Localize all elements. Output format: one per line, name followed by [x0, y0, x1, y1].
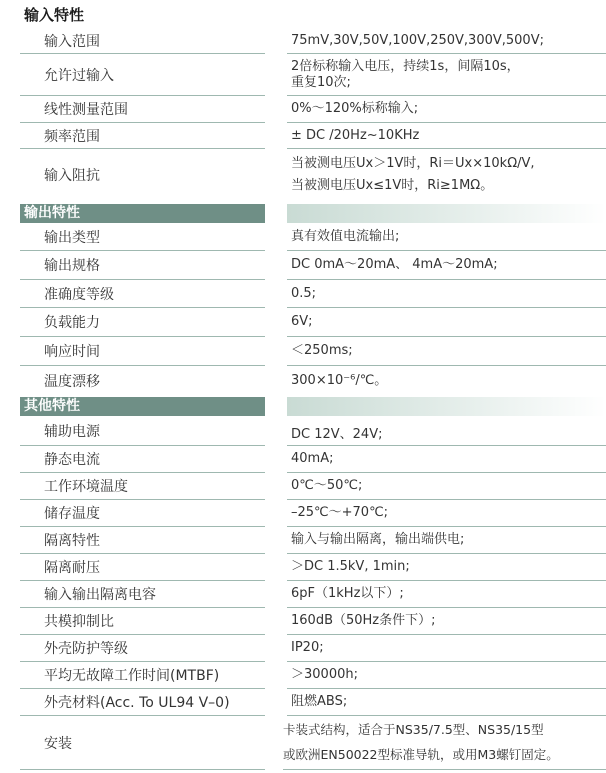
spec-label: 频率范围	[20, 123, 265, 149]
section-bar-other	[287, 397, 606, 416]
spec-label: 辅助电源	[20, 416, 265, 446]
spec-row-housing	[0, 689, 606, 716]
spec-value: 0.5;	[287, 280, 606, 308]
spec-row-response-time	[0, 337, 606, 366]
spec-label: 储存温度	[20, 500, 265, 527]
spec-row-static-current	[0, 446, 606, 473]
spec-row-overload	[0, 54, 606, 96]
spec-value: 6pF（1kHz以下）;	[287, 581, 606, 608]
spec-label: 隔离耐压	[20, 554, 265, 581]
spec-row-iso-capacitance	[0, 581, 606, 608]
spec-value: DC 12V、24V;	[287, 416, 606, 446]
spec-value: ＜250ms;	[287, 337, 606, 366]
spec-value: DC 0mA～20mA、 4mA～20mA;	[287, 251, 606, 280]
spec-label: 输入范围	[20, 28, 265, 54]
spec-label: 外壳材料(Acc. To UL94 V–0)	[20, 689, 265, 716]
spec-row-cmrr	[0, 608, 606, 635]
spec-row-accuracy	[0, 280, 606, 308]
spec-label: 隔离特性	[20, 527, 265, 554]
spec-value: IP20;	[287, 635, 606, 662]
spec-value: ± DC /20Hz~10KHz	[287, 123, 606, 149]
spec-label: 输入阻抗	[44, 168, 100, 184]
spec-value: 2倍标称输入电压，持续1s，间隔10s， 重复10次;	[287, 54, 606, 96]
spec-row-protection	[0, 635, 606, 662]
spec-label: 负载能力	[20, 308, 265, 337]
spec-row-aux-power	[0, 416, 606, 446]
spec-row-output-type	[0, 223, 606, 251]
spec-row-withstand-voltage	[0, 554, 606, 581]
spec-row-work-temp	[0, 473, 606, 500]
spec-label: 准确度等级	[20, 280, 265, 308]
spec-row-temp-drift	[0, 366, 606, 396]
spec-label: 静态电流	[20, 446, 265, 473]
spec-row-output-spec	[0, 251, 606, 280]
spec-label: 安装	[20, 716, 265, 770]
spec-row-input-range	[0, 28, 606, 54]
spec-value: –25℃～+70℃;	[287, 500, 606, 527]
spec-value: 6V;	[287, 308, 606, 337]
spec-row-linear-range	[0, 96, 606, 123]
spec-value: ＞30000h;	[287, 662, 606, 689]
section-title-output: 输出特性	[20, 204, 265, 223]
spec-label: 输入输出隔离电容	[20, 581, 265, 608]
spec-label: 工作环境温度	[20, 473, 265, 500]
spec-label: 温度漂移	[44, 374, 100, 390]
spec-value: ＞DC 1.5kV, 1min;	[287, 554, 606, 581]
spec-label: 输出类型	[20, 223, 265, 251]
spec-value: 真有效值电流输出;	[287, 223, 606, 251]
spec-row-load-capacity	[0, 308, 606, 337]
section-bar-output	[287, 204, 606, 223]
spec-value: 160dB（50Hz条件下）;	[287, 608, 606, 635]
section-title-other: 其他特性	[20, 397, 265, 416]
spec-label: 平均无故障工作时间(MTBF)	[20, 662, 265, 689]
spec-value: 输入与输出隔离，输出端供电;	[287, 527, 606, 554]
spec-value: 75mV,30V,50V,100V,250V,300V,500V;	[287, 28, 606, 54]
spec-row-isolation	[0, 527, 606, 554]
spec-row-input-impedance	[0, 149, 606, 201]
spec-value: 300×10⁻⁶/℃。	[291, 373, 388, 388]
spec-row-storage-temp	[0, 500, 606, 527]
spec-value: 0℃～50℃;	[287, 473, 606, 500]
spec-value: 当被测电压Ux＞1V时，Ri＝Ux×10kΩ/V, 当被测电压Ux≤1V时，Ri≥1MΩ。	[291, 156, 535, 193]
spec-value: 卡装式结构，适合于NS35/7.5型、NS35/15型 或欧洲EN50022型标准导轨，或用M3螺钉固定。	[283, 716, 606, 770]
spec-row-freq-range	[0, 123, 606, 149]
spec-row-mtbf	[0, 662, 606, 689]
spec-label: 线性测量范围	[20, 96, 265, 123]
spec-value: 40mA;	[287, 446, 606, 473]
spec-value: 0%～120%标称输入;	[287, 96, 606, 123]
spec-label: 允许过输入	[20, 54, 265, 96]
spec-label: 响应时间	[20, 337, 265, 366]
section-title-input: 输入特性	[24, 6, 85, 24]
spec-label: 共模抑制比	[20, 608, 265, 635]
spec-label: 外壳防护等级	[20, 635, 265, 662]
spec-value: 阻燃ABS;	[287, 689, 606, 716]
spec-label: 输出规格	[20, 251, 265, 280]
spec-row-mounting	[0, 716, 606, 770]
